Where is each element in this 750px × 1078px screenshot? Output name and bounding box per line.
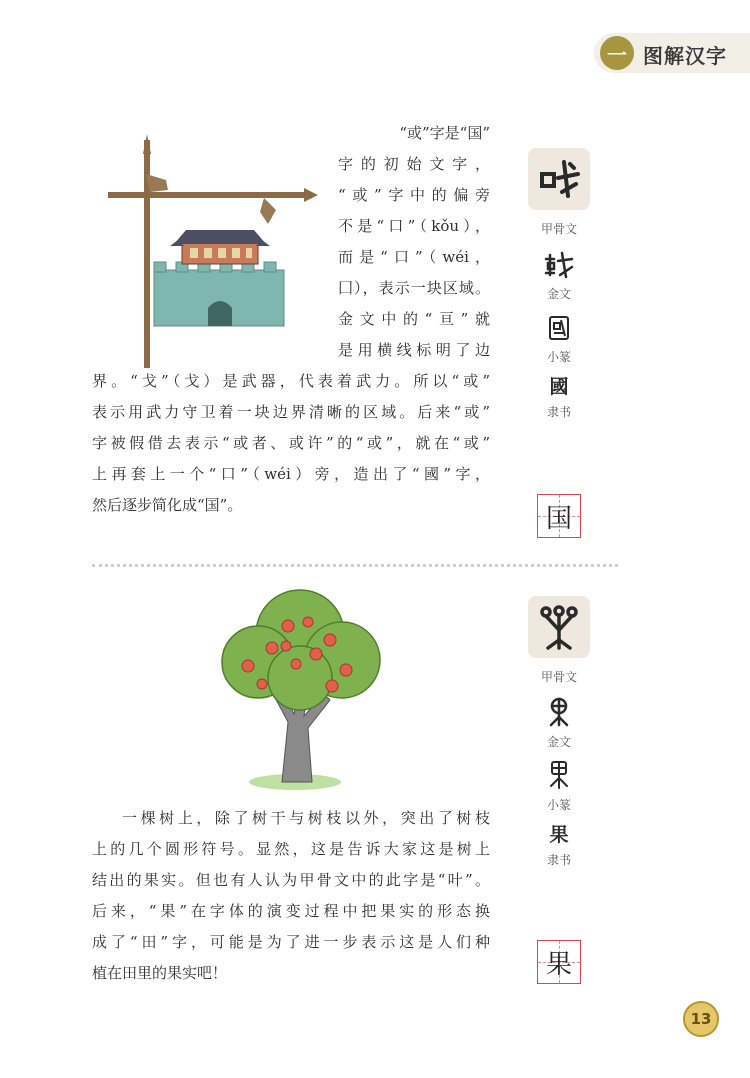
section1-text-wide bbox=[92, 366, 490, 521]
text-line: 是用横线标明了边 bbox=[338, 341, 490, 359]
oracle-guo-icon bbox=[536, 604, 582, 650]
text-line: 上再套上一个“口”（wéi）旁，造出了“國”字， bbox=[92, 465, 490, 483]
text-line: 表示用武力守卫着一块边界清晰的区域。后来“或” bbox=[92, 403, 490, 421]
fruit-tree-illustration bbox=[200, 582, 400, 797]
label-xiaozhuan: 小篆 bbox=[546, 798, 571, 812]
text-line: 囗），表示一块区域。 bbox=[338, 279, 490, 297]
chapter-number: 一 bbox=[600, 36, 634, 70]
halberd-city-illustration bbox=[96, 132, 326, 372]
label-lishu: 隶书 bbox=[546, 853, 571, 867]
clerical-guo-glyph: 果 bbox=[549, 824, 569, 846]
label-jinwen: 金文 bbox=[546, 735, 571, 749]
text-line: 后来，“果”在字体的演变过程中把果实的形态换 bbox=[92, 902, 490, 920]
section2-script-forms bbox=[528, 596, 590, 868]
text-line: 字的初始文字， bbox=[338, 155, 490, 173]
label-jinwen: 金文 bbox=[546, 287, 571, 301]
modern-char: 果 bbox=[545, 949, 572, 980]
bronze-guo-icon bbox=[547, 697, 571, 727]
page-number-badge: 13 bbox=[683, 1001, 719, 1037]
section1-text-narrow bbox=[338, 118, 490, 366]
oracle-glyph-huo bbox=[528, 148, 590, 210]
text-line: 字被假借去表示“或者、或许”的“或”，就在“或” bbox=[92, 434, 490, 452]
text-line: 上的几个圆形符号。显然，这是告诉大家这是树上 bbox=[92, 840, 490, 858]
section1-script-forms bbox=[528, 148, 590, 420]
seal-guo-icon bbox=[548, 760, 570, 790]
label-lishu: 隶书 bbox=[546, 405, 571, 419]
modern-char-grid bbox=[537, 494, 581, 538]
section-divider bbox=[92, 564, 618, 567]
seal-guo-icon bbox=[547, 314, 571, 342]
oracle-glyph-guo bbox=[528, 596, 590, 658]
text-line: 一棵树上，除了树干与树枝以外，突出了树枝 bbox=[122, 809, 490, 827]
text-line: “或”字是“国” bbox=[399, 124, 490, 142]
text-line: 结出的果实。但也有人认为甲骨文中的此字是“叶”。 bbox=[92, 871, 490, 889]
label-jiaguwen: 甲骨文 bbox=[540, 670, 577, 684]
text-line: 界。“戈”（戈）是武器，代表着武力。所以“或” bbox=[92, 372, 490, 390]
oracle-huo-icon bbox=[536, 156, 582, 202]
modern-char: 国 bbox=[545, 503, 572, 534]
modern-char-grid bbox=[537, 940, 581, 984]
label-xiaozhuan: 小篆 bbox=[546, 350, 571, 364]
text-line: 金文中的“亘”就 bbox=[338, 310, 490, 328]
text-line: 不是“口”（kǒu）， bbox=[338, 217, 490, 235]
text-line: 而是“口”（wéi， bbox=[338, 248, 490, 266]
clerical-guo-glyph: 國 bbox=[549, 376, 569, 398]
text-line: 植在田里的果实吧！ bbox=[92, 964, 228, 982]
text-line: 成了“田”字，可能是为了进一步表示这是人们种 bbox=[92, 933, 490, 951]
bronze-huo-icon bbox=[544, 251, 574, 279]
text-line: 然后逐步简化成“国”。 bbox=[92, 496, 243, 514]
section2-text bbox=[92, 803, 490, 989]
text-line: “或”字中的偏旁 bbox=[338, 186, 490, 204]
chapter-title: 图解汉字 bbox=[643, 44, 727, 68]
label-jiaguwen: 甲骨文 bbox=[540, 222, 577, 236]
